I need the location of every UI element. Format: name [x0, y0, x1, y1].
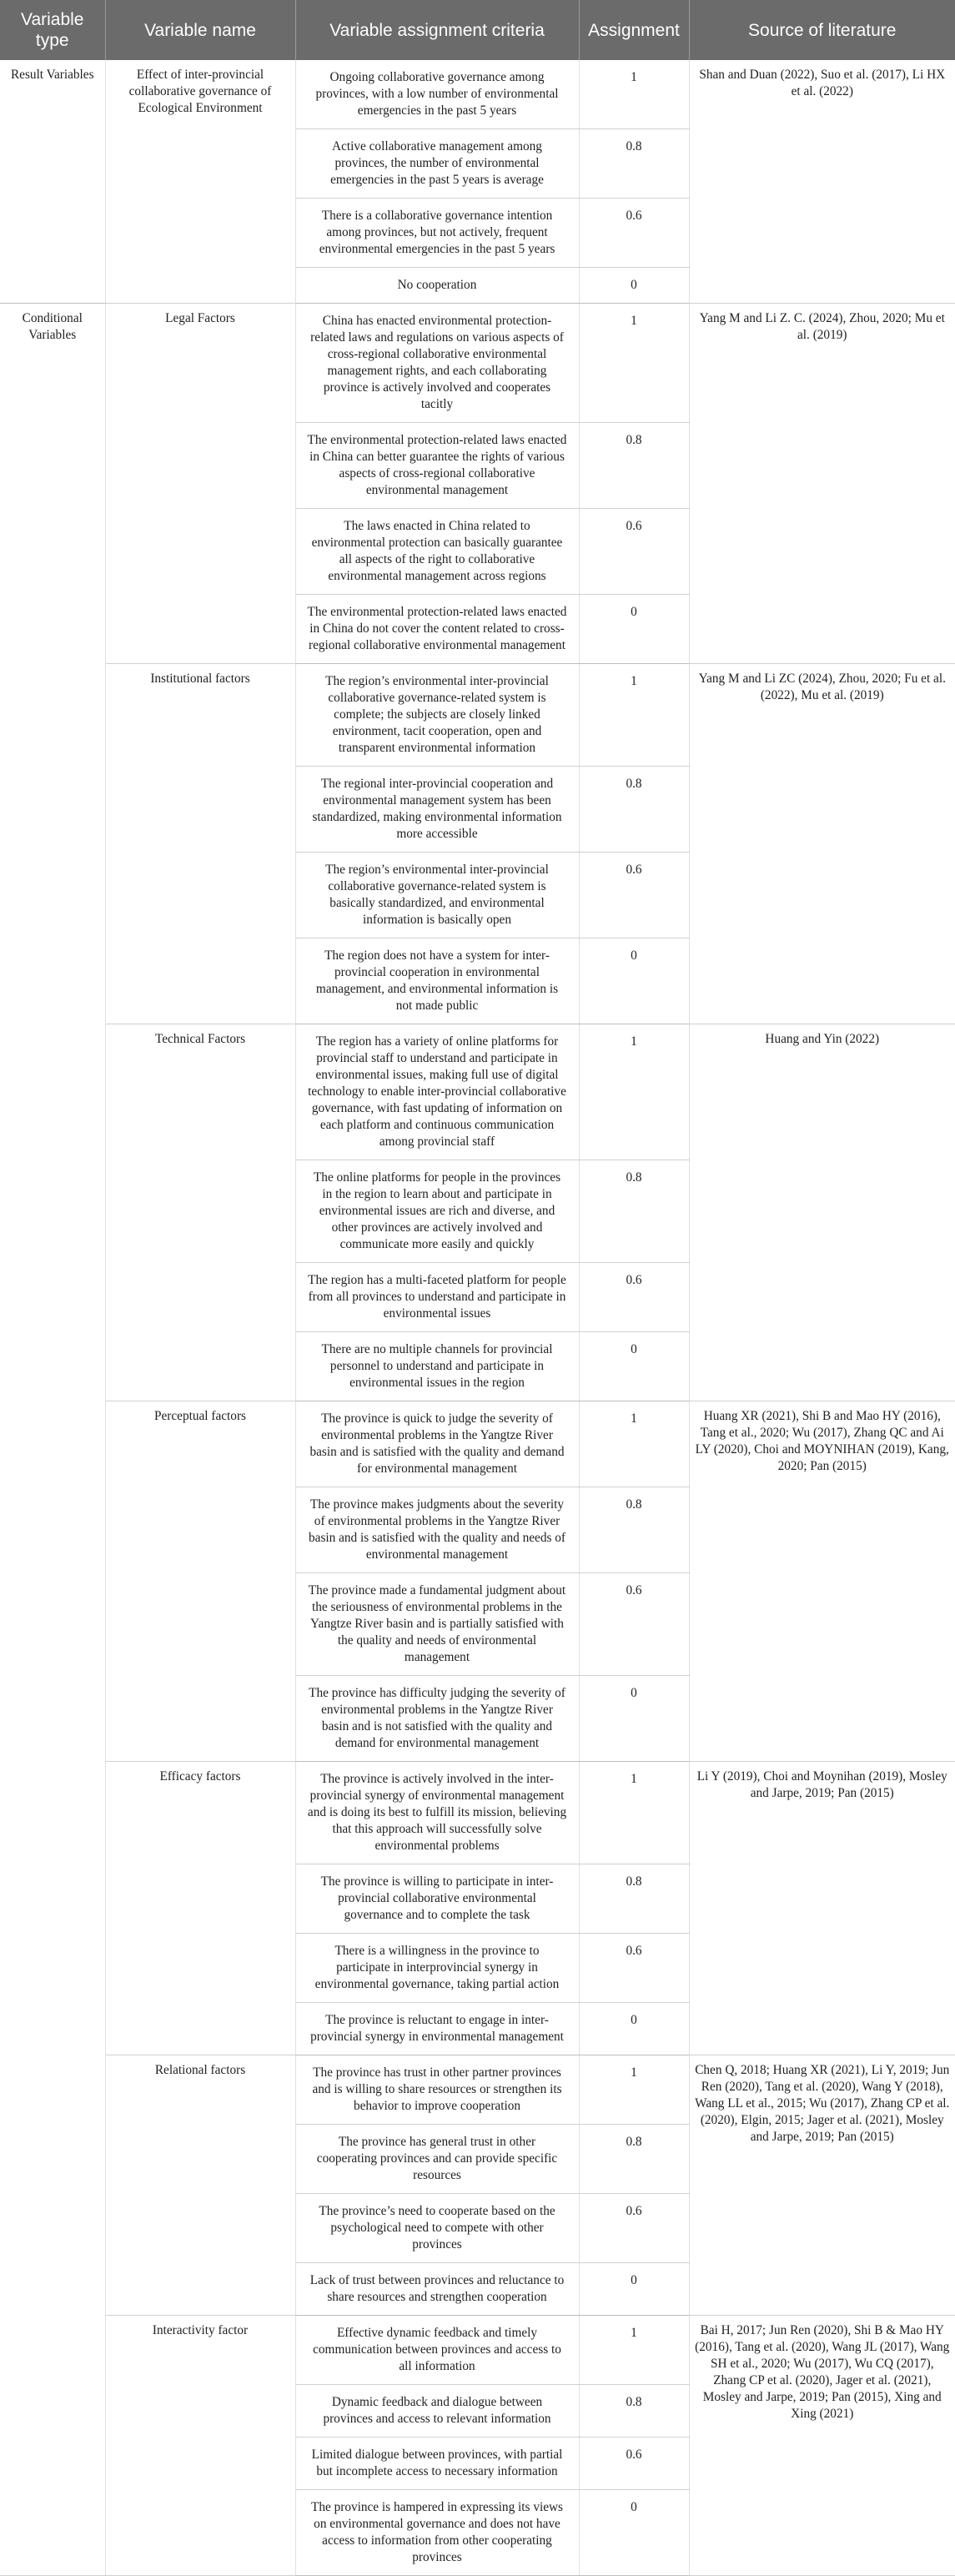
variable-name-cell: Relational factors — [105, 2055, 295, 2316]
assignment-cell: 0.6 — [579, 853, 689, 938]
source-cell: Li Y (2019), Choi and Moynihan (2019), Mosley and Jarpe, 2019; Pan (2015) — [689, 1762, 955, 2055]
source-cell: Yang M and Li Z. C. (2024), Zhou, 2020; Mu et al. (2019) — [689, 304, 955, 664]
table-row — [0, 304, 955, 423]
header-assignment-criteria: Variable assignment criteria — [295, 0, 579, 60]
source-cell: Bai H, 2017; Jun Ren (2020), Shi B & Mao HY (2016), Tang et al. (2020), Wang JL (2017), Wang SH et al., 2020; Wu (2017), Wu CQ (2017), Zhang CP et al. (2020), Jager et al. (2021), Mosley and Jarpe, 2019; Pan (2015), Xing and Xing (2021) — [689, 2316, 955, 2576]
criteria-cell: The province is hampered in expressing its views on environmental governance and does not have access to information from other cooperating provinces — [295, 2490, 579, 2576]
assignment-cell: 1 — [579, 60, 689, 129]
criteria-cell: There are no multiple channels for provincial personnel to understand and participate in environmental issues in the region — [295, 1332, 579, 1401]
variable-name-cell: Institutional factors — [105, 664, 295, 1024]
table-body — [0, 60, 955, 2576]
assignment-cell: 1 — [579, 1024, 689, 1160]
criteria-cell: The regional inter-provincial cooperation and environmental management system has been standardized, making environmental information more accessible — [295, 767, 579, 853]
assignment-cell: 0 — [579, 2490, 689, 2576]
header-assignment: Assignment — [579, 0, 689, 60]
criteria-cell: The region does not have a system for inter-provincial cooperation in environmental management, and environmental information is not made public — [295, 938, 579, 1024]
variable-type-cell: Result Variables — [0, 60, 105, 304]
assignment-cell: 1 — [579, 664, 689, 767]
criteria-cell: The region’s environmental inter-provincial collaborative governance-related system is complete; the subjects are closely linked environment, tacit cooperation, open and transparent environmental information — [295, 664, 579, 767]
assignment-cell: 1 — [579, 2055, 689, 2125]
criteria-cell: The online platforms for people in the provinces in the region to learn about and participate in environmental issues are rich and diverse, and other provinces are actively involved and communicate more easily and quickly — [295, 1160, 579, 1263]
criteria-cell: The region’s environmental inter-provincial collaborative governance-related system is basically standardized, and environmental information is basically open — [295, 853, 579, 938]
assignment-cell: 0.8 — [579, 1160, 689, 1263]
variable-name-cell: Effect of inter-provincial collaborative governance of Ecological Environment — [105, 60, 295, 304]
criteria-cell: The province has general trust in other cooperating provinces and can provide specific resources — [295, 2125, 579, 2194]
table-row — [0, 1762, 955, 1864]
variable-name-cell: Legal Factors — [105, 304, 295, 664]
table-row — [0, 1401, 955, 1487]
criteria-cell: No cooperation — [295, 268, 579, 304]
table-row — [0, 2316, 955, 2385]
assignment-cell: 0.6 — [579, 509, 689, 595]
criteria-cell: The province is reluctant to engage in inter-provincial synergy in environmental management — [295, 2003, 579, 2055]
criteria-cell: The environmental protection-related laws enacted in China can better guarantee the rights of various aspects of cross-regional collaborative environmental management — [295, 423, 579, 509]
variable-name-cell: Efficacy factors — [105, 1762, 295, 2055]
header-row — [0, 0, 955, 60]
header-variable-type: Variable type — [0, 0, 105, 60]
table-row — [0, 1024, 955, 1160]
assignment-cell: 1 — [579, 2316, 689, 2385]
criteria-cell: The province is actively involved in the inter-provincial synergy of environmental management and is doing its best to fulfill its mission, believing that this approach will successfully solve environmental problems — [295, 1762, 579, 1864]
criteria-cell: There is a willingness in the province to participate in interprovincial synergy in environmental governance, taking partial action — [295, 1934, 579, 2003]
criteria-cell: The province is willing to participate in inter-provincial collaborative environmental governance and to complete the task — [295, 1864, 579, 1934]
assignment-cell: 0.8 — [579, 2125, 689, 2194]
table-header — [0, 0, 955, 60]
criteria-cell: The province’s need to cooperate based on the psychological need to compete with other provinces — [295, 2194, 579, 2263]
criteria-cell: There is a collaborative governance intention among provinces, but not actively, frequent environmental emergencies in the past 5 years — [295, 199, 579, 268]
assignment-cell: 1 — [579, 1401, 689, 1487]
assignment-cell: 0.6 — [579, 1934, 689, 2003]
assignment-cell: 0 — [579, 595, 689, 664]
assignment-cell: 0.8 — [579, 1864, 689, 1934]
header-source-of-literature: Source of literature — [689, 0, 955, 60]
assignment-cell: 0.8 — [579, 129, 689, 199]
criteria-cell: The region has a variety of online platforms for provincial staff to understand and participate in environmental issues, making full use of digital technology to enable inter-provincial collaborative governance, with fast updating of information on each platform and continuous communication among provincial staff — [295, 1024, 579, 1160]
criteria-cell: The province made a fundamental judgment about the seriousness of environmental problems in the Yangtze River basin and is partially satisfied with the quality and needs of environmental management — [295, 1573, 579, 1676]
table-row — [0, 2055, 955, 2125]
source-cell: Chen Q, 2018; Huang XR (2021), Li Y, 2019; Jun Ren (2020), Tang et al. (2020), Wang Y (2018), Wang LL et al., 2015; Wu (2017), Zhang CP et al. (2020), Elgin, 2015; Jager et al. (2021), Mosley and Jarpe, 2019; Pan (2015) — [689, 2055, 955, 2316]
criteria-cell: Effective dynamic feedback and timely communication between provinces and access to all information — [295, 2316, 579, 2385]
assignment-cell: 0 — [579, 268, 689, 304]
variable-name-cell: Technical Factors — [105, 1024, 295, 1401]
table-row — [0, 664, 955, 767]
criteria-cell: Dynamic feedback and dialogue between provinces and access to relevant information — [295, 2385, 579, 2438]
criteria-cell: The province has difficulty judging the severity of environmental problems in the Yangtze River basin and is not satisfied with the quality and demand for environmental management — [295, 1676, 579, 1762]
assignment-cell: 0 — [579, 2263, 689, 2316]
assignment-cell: 1 — [579, 304, 689, 423]
variable-name-cell: Perceptual factors — [105, 1401, 295, 1762]
criteria-cell: Active collaborative management among provinces, the number of environmental emergencies in the past 5 years is average — [295, 129, 579, 199]
assignment-cell: 0.8 — [579, 423, 689, 509]
assignment-cell: 0.8 — [579, 2385, 689, 2438]
assignment-cell: 0 — [579, 1332, 689, 1401]
assignment-cell: 0.6 — [579, 1573, 689, 1676]
assignment-cell: 0.6 — [579, 199, 689, 268]
criteria-cell: The environmental protection-related laws enacted in China do not cover the content related to cross-regional collaborative environmental management — [295, 595, 579, 664]
assignment-cell: 0.6 — [579, 2194, 689, 2263]
source-cell: Yang M and Li ZC (2024), Zhou, 2020; Fu et al. (2022), Mu et al. (2019) — [689, 664, 955, 1024]
assignment-cell: 1 — [579, 1762, 689, 1864]
criteria-cell: The province makes judgments about the severity of environmental problems in the Yangtze River basin and is satisfied with the quality and needs of environmental management — [295, 1487, 579, 1573]
source-cell: Shan and Duan (2022), Suo et al. (2017), Li HX et al. (2022) — [689, 60, 955, 304]
variable-type-cell: Conditional Variables — [0, 304, 105, 2576]
assignment-cell: 0.8 — [579, 1487, 689, 1573]
criteria-cell: Limited dialogue between provinces, with partial but incomplete access to necessary information — [295, 2438, 579, 2490]
assignment-cell: 0.8 — [579, 767, 689, 853]
assignment-cell: 0 — [579, 2003, 689, 2055]
table-row — [0, 60, 955, 129]
assignment-cell: 0 — [579, 1676, 689, 1762]
criteria-cell: The laws enacted in China related to environmental protection can basically guarantee all aspects of the right to collaborative environmental management across regions — [295, 509, 579, 595]
variable-name-cell: Interactivity factor — [105, 2316, 295, 2576]
criteria-cell: Ongoing collaborative governance among provinces, with a low number of environmental emergencies in the past 5 years — [295, 60, 579, 129]
assignment-cell: 0 — [579, 938, 689, 1024]
criteria-cell: The region has a multi-faceted platform for people from all provinces to understand and participate in environmental issues — [295, 1263, 579, 1332]
header-variable-name: Variable name — [105, 0, 295, 60]
criteria-cell: The province is quick to judge the severity of environmental problems in the Yangtze River basin and is satisfied with the quality and demand for environmental management — [295, 1401, 579, 1487]
criteria-cell: The province has trust in other partner provinces and is willing to share resources or strengthen its behavior to improve cooperation — [295, 2055, 579, 2125]
assignment-cell: 0.6 — [579, 1263, 689, 1332]
source-cell: Huang XR (2021), Shi B and Mao HY (2016), Tang et al., 2020; Wu (2017), Zhang QC and Ai LY (2020), Choi and MOYNIHAN (2019), Kang, 2020; Pan (2015) — [689, 1401, 955, 1762]
criteria-cell: Lack of trust between provinces and reluctance to share resources and strengthen cooperation — [295, 2263, 579, 2316]
assignment-cell: 0.6 — [579, 2438, 689, 2490]
source-cell: Huang and Yin (2022) — [689, 1024, 955, 1401]
criteria-cell: China has enacted environmental protection-related laws and regulations on various aspects of cross-regional collaborative environmental management rights, and each collaborating province is actively involved and cooperates tacitly — [295, 304, 579, 423]
